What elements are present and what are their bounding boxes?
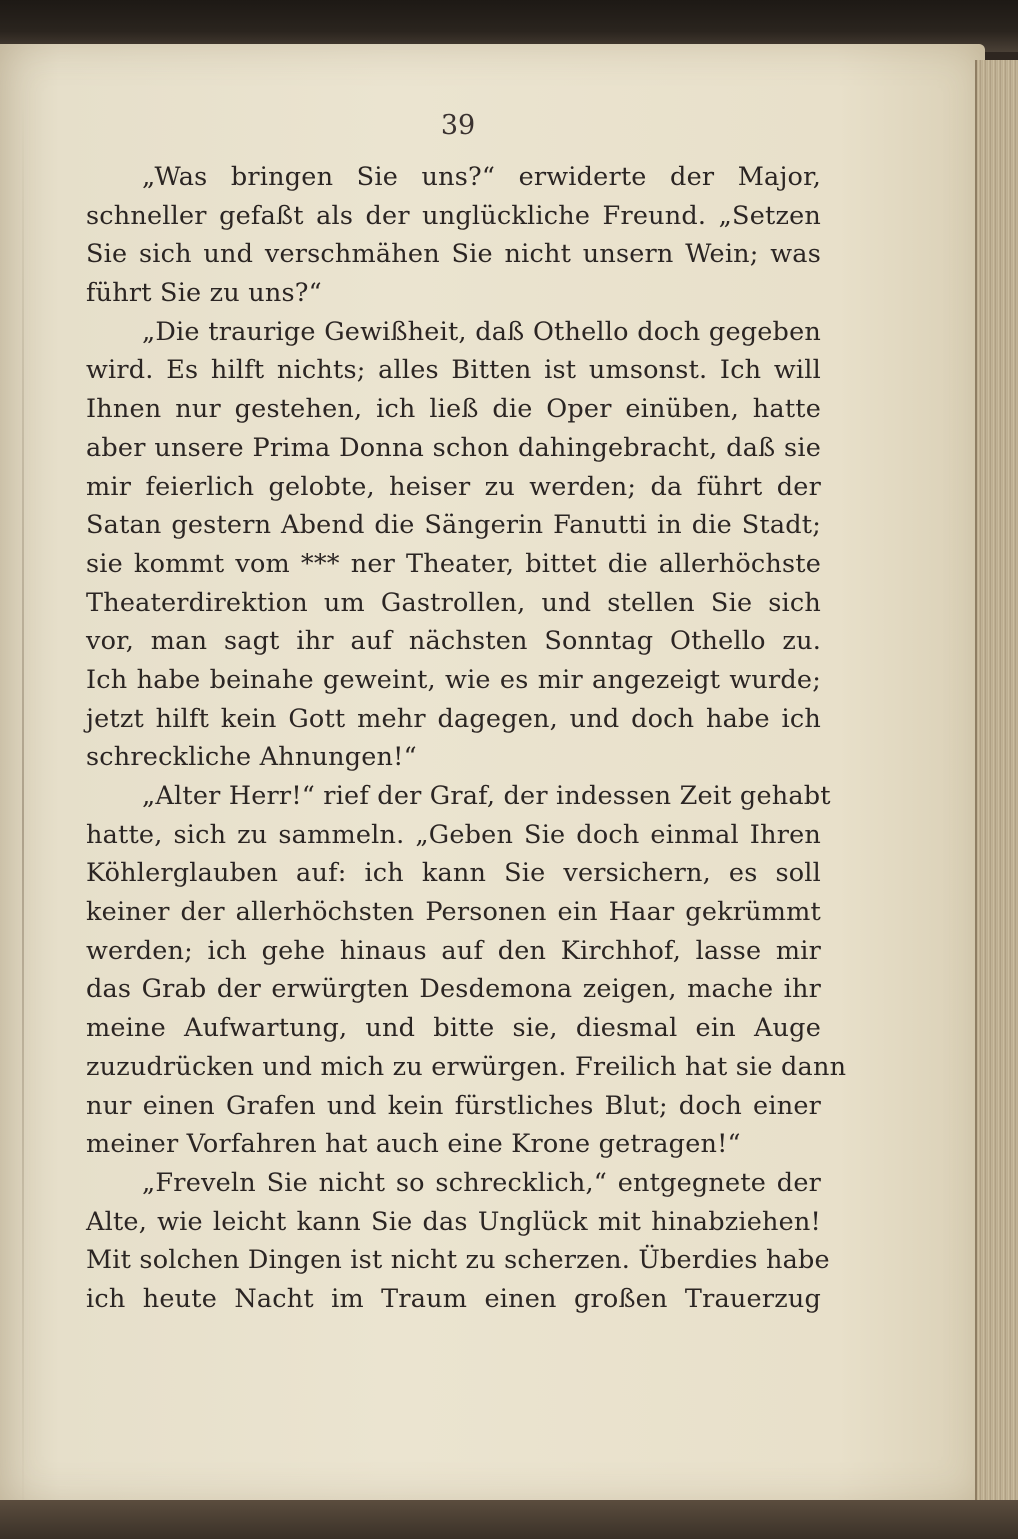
text-line: Ihnen nur gestehen, ich ließ die Oper einüben, hatte — [86, 394, 821, 425]
text-line: „Die traurige Gewißheit, daß Othello doch gegeben — [142, 316, 821, 347]
text-line: hatte, sich zu sammeln. „Geben Sie doch einmal Ihren — [86, 819, 821, 850]
book-bottom-edge — [0, 1500, 1018, 1539]
body-text — [86, 158, 847, 1319]
text-line: werden; ich gehe hinaus auf den Kirchhof, lasse mir — [86, 935, 821, 966]
text-line: jetzt hilft kein Gott mehr dagegen, und doch habe ich — [86, 703, 821, 734]
text-line: meiner Vorfahren hat auch eine Krone getragen!“ — [86, 1129, 741, 1160]
page-gutter — [22, 104, 24, 1534]
text-line: sie kommt vom *** ner Theater, bittet die allerhöchste — [86, 548, 821, 579]
page-fore-edge — [975, 60, 1018, 1500]
text-line: Alte, wie leicht kann Sie das Unglück mit hinabziehen! — [86, 1206, 821, 1237]
text-line: „Alter Herr!“ rief der Graf, der indessen Zeit gehabt — [142, 781, 831, 811]
text-line: aber unsere Prima Donna schon dahingebracht, daß sie — [86, 432, 821, 463]
text-line: keiner der allerhöchsten Personen ein Haar gekrümmt — [86, 897, 821, 928]
text-line: ich heute Nacht im Traum einen großen Trauerzug — [86, 1283, 821, 1314]
text-line: Sie sich und verschmähen Sie nicht unsern Wein; was — [86, 239, 821, 270]
text-line: meine Aufwartung, und bitte sie, diesmal ein Auge — [86, 1013, 821, 1044]
text-line: Köhlerglauben auf: ich kann Sie versichern, es soll — [86, 858, 821, 889]
text-line: „Was bringen Sie uns?“ erwiderte der Major, — [142, 162, 821, 192]
text-line: führt Sie zu uns?“ — [86, 278, 322, 309]
text-line: zuzudrücken und mich zu erwürgen. Freilich hat sie dann — [86, 1051, 847, 1082]
text-line: Mit solchen Dingen ist nicht zu scherzen. Überdies habe — [86, 1245, 830, 1276]
text-line: Ich habe beinahe geweint, wie es mir angezeigt wurde; — [86, 664, 821, 695]
text-line: „Freveln Sie nicht so schrecklich,“ entgegnete der — [142, 1167, 821, 1198]
text-line: schneller gefaßt als der unglückliche Freund. „Setzen — [86, 200, 821, 231]
text-line: schreckliche Ahnungen!“ — [86, 742, 417, 773]
text-line: wird. Es hilft nichts; alles Bitten ist umsonst. Ich will — [86, 355, 821, 386]
text-line: nur einen Grafen und kein fürstliches Blut; doch einer — [86, 1090, 821, 1121]
page-number: 39 — [440, 110, 476, 141]
text-line: mir feierlich gelobte, heiser zu werden; da führt der — [86, 471, 821, 502]
text-line: Theaterdirektion um Gastrollen, und stellen Sie sich — [86, 587, 821, 618]
text-line: vor, man sagt ihr auf nächsten Sonntag Othello zu. — [86, 626, 821, 657]
text-line: Satan gestern Abend die Sängerin Fanutti in die Stadt; — [86, 510, 821, 541]
text-line: das Grab der erwürgten Desdemona zeigen, mache ihr — [86, 974, 821, 1005]
